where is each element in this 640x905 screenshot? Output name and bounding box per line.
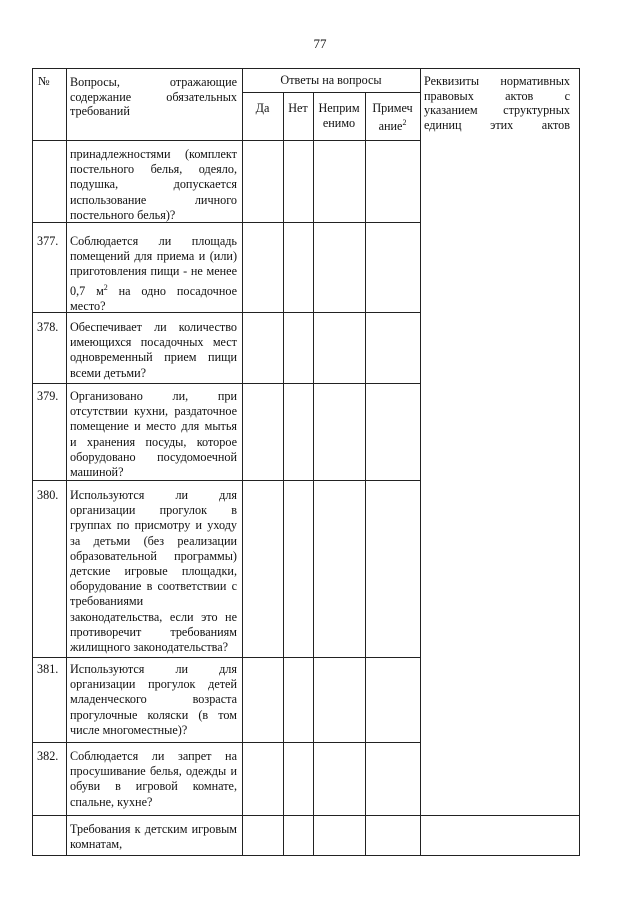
checklist-table	[32, 68, 580, 856]
section-heading-text: Требования к детским игровым комнатам,	[70, 822, 237, 852]
row-question-text: Организовано ли, при отсутствии кухни, раздаточное помещение и место для мытья и хранения посуды, которое оборудовано посудомоечной машиной?	[70, 389, 237, 480]
column-divider	[242, 68, 243, 856]
column-divider	[66, 68, 67, 856]
row-question-text: Обеспечивает ли количество имеющихся посадочных мест одновременный прием пищи всеми детьми?	[70, 320, 237, 380]
row-number: 380.	[37, 488, 59, 502]
row-question-text: принадлежностями (комплект постельного белья, одеяло, подушка, допускается использование личного постельного белья)?	[70, 147, 237, 222]
header-answers: Ответы на вопросы	[280, 73, 382, 87]
page-number: 77	[313, 36, 327, 51]
table-left-border	[32, 68, 33, 856]
table-right-border	[579, 68, 580, 856]
row-number: 379.	[37, 389, 59, 403]
header-no: Нет	[288, 101, 308, 115]
header-not-applicable: Неприм енимо	[318, 101, 360, 130]
row-question-text: Соблюдается ли площадь помещений для приема и (или) приготовления пищи - не менее 0,7 $м^2$ на одно посадочное место?	[70, 234, 237, 313]
header-yes: Да	[255, 101, 270, 115]
header-bottom-border	[32, 140, 420, 141]
header-number: №	[38, 74, 50, 88]
column-divider	[365, 92, 366, 856]
column-divider	[283, 92, 284, 856]
answers-subheader-line	[242, 92, 420, 93]
row-number: 382.	[37, 749, 59, 763]
header-questions: Вопросы, отражающие содержание обязательных требований	[70, 75, 237, 119]
row-divider	[32, 383, 420, 384]
header-requisites: Реквизиты нормативных правовых актов с указанием структурных единиц этих актов	[424, 74, 570, 132]
column-divider	[420, 68, 421, 856]
row-number: 381.	[37, 662, 59, 676]
row-question-text: Используются ли для организации прогулок детей младенческого возраста прогулочные коляски (в том числе многоместные)?	[70, 662, 237, 737]
row-divider	[32, 742, 420, 743]
column-divider	[313, 92, 314, 856]
table-top-border	[32, 68, 580, 69]
row-divider	[32, 657, 420, 658]
row-question-text: Соблюдается ли запрет на просушивание белья, одежды и обуви в игровой комнате, спальне, кухне?	[70, 749, 237, 809]
header-note: Примеч ание$^2$	[372, 101, 413, 133]
row-number: 377.	[37, 234, 59, 248]
row-divider	[32, 815, 580, 816]
table-bottom-border	[32, 855, 580, 856]
row-question-text: Используются ли для организации прогулок в группах по присмотру и уходу за детьми (без реализации образовательной программы) детские игровые площадки, оборудование в соответствии с требованиями законодательства, если это не противоречит требованиям жилищного законодательства?	[70, 488, 237, 655]
row-number: 378.	[37, 320, 59, 334]
